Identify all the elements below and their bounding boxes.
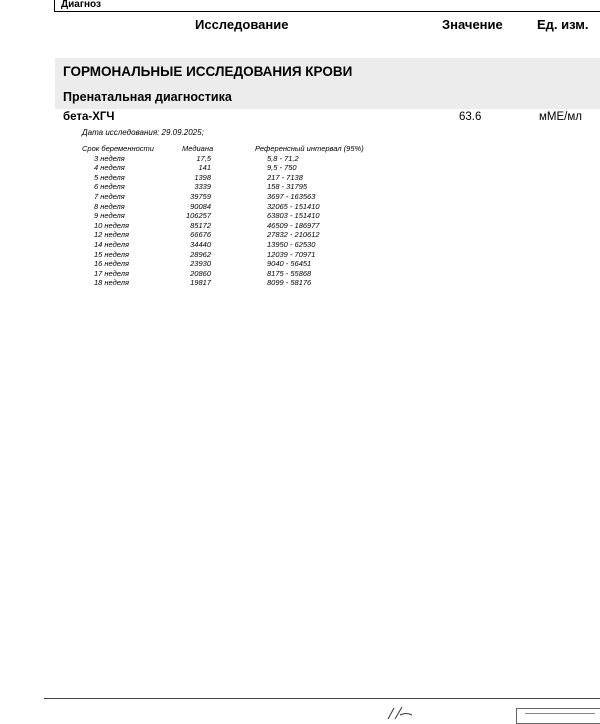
column-header-value: Значение [442,17,503,32]
reference-row [82,173,395,183]
row-interval-cell [255,182,395,192]
row-week: 14 неделя [94,239,129,249]
reference-row [82,240,395,250]
header-median: Медиана [182,144,214,153]
row-interval-cell [255,221,395,231]
row-median: 20860 [190,268,211,278]
reference-row [82,230,395,240]
row-interval-cell [255,192,395,202]
row-interval: 3697 - 163563 [267,191,316,201]
reference-row [82,163,395,173]
row-week: 5 неделя [94,172,125,182]
row-interval: 63803 - 151410 [267,211,320,221]
row-interval: 217 - 7138 [267,172,303,182]
row-week: 15 неделя [94,249,129,259]
row-median: 39759 [190,191,211,201]
footer-divider [44,698,600,699]
test-unit: мМЕ/мл [539,111,582,123]
column-header-unit: Ед. изм. [537,17,589,32]
row-interval: 46509 - 186977 [267,220,320,230]
reference-row [82,269,395,279]
reference-row [82,211,395,221]
row-interval: 12039 - 70971 [267,249,316,259]
header-week: Срок беременности [82,144,154,153]
row-interval: 9,5 - 750 [267,163,297,173]
row-interval-cell [255,211,395,221]
reference-row [82,192,395,202]
row-median: 90084 [190,201,211,211]
reference-row [82,278,395,288]
diagnosis-label: Диагноз [61,0,101,10]
row-interval: 27832 - 210612 [267,230,320,240]
row-interval-cell [255,240,395,250]
row-week: 8 неделя [94,201,125,211]
row-interval: 5,8 - 71,2 [267,153,299,163]
row-median: 3339 [194,182,211,192]
row-median: 19817 [190,278,211,288]
row-week: 7 неделя [94,191,125,201]
row-median: 1398 [194,172,211,182]
reference-row [82,259,395,269]
reference-table [82,144,395,288]
row-interval-cell [255,259,395,269]
diagnosis-box [54,0,600,12]
reference-row [82,182,395,192]
column-header-study: Исследование [195,17,289,32]
row-median: 66676 [190,230,211,240]
row-interval: 8099 - 58176 [267,278,312,288]
reference-row [82,202,395,212]
reference-row [82,250,395,260]
row-median: 85172 [190,220,211,230]
reference-row [82,221,395,231]
row-interval-cell [255,154,395,164]
stamp-box [516,708,600,724]
test-value: 63.6 [459,111,482,123]
row-interval: 158 - 31795 [267,182,308,192]
row-median: 23930 [190,259,211,269]
row-interval-cell [255,163,395,173]
row-interval: 9040 - 56451 [267,259,312,269]
reference-table-header [82,144,395,154]
row-interval-cell [255,173,395,183]
row-week: 17 неделя [94,268,129,278]
row-median: 17,5 [196,153,211,163]
row-median: 106257 [185,211,211,221]
row-week: 10 неделя [94,220,129,230]
reference-row [82,154,395,164]
row-week: 18 неделя [94,278,129,288]
test-name: бета-ХГЧ [63,111,115,123]
stamp-line [525,713,595,718]
row-week: 6 неделя [94,182,125,192]
row-week: 3 неделя [94,153,125,163]
row-median: 28962 [190,249,211,259]
row-week: 12 неделя [94,230,129,240]
row-week: 16 неделя [94,259,129,269]
row-week: 4 неделя [94,163,125,173]
row-interval-cell [255,202,395,212]
study-date: Дата исследования: 29.09.2025; [82,128,204,137]
header-interval: Референсный интервал (95%) [255,144,364,153]
row-median: 141 [198,163,211,173]
row-interval-cell [255,250,395,260]
row-interval: 13950 - 62530 [267,239,316,249]
row-interval: 8175 - 55868 [267,268,312,278]
row-interval-cell [255,230,395,240]
row-interval-cell [255,278,395,288]
row-interval: 32065 - 151410 [267,201,320,211]
subsection-title: Пренатальная диагностика [63,90,232,104]
row-week: 9 неделя [94,211,125,221]
section-title: ГОРМОНАЛЬНЫЕ ИССЛЕДОВАНИЯ КРОВИ [63,64,353,79]
row-interval-cell [255,269,395,279]
row-median: 34440 [190,239,211,249]
